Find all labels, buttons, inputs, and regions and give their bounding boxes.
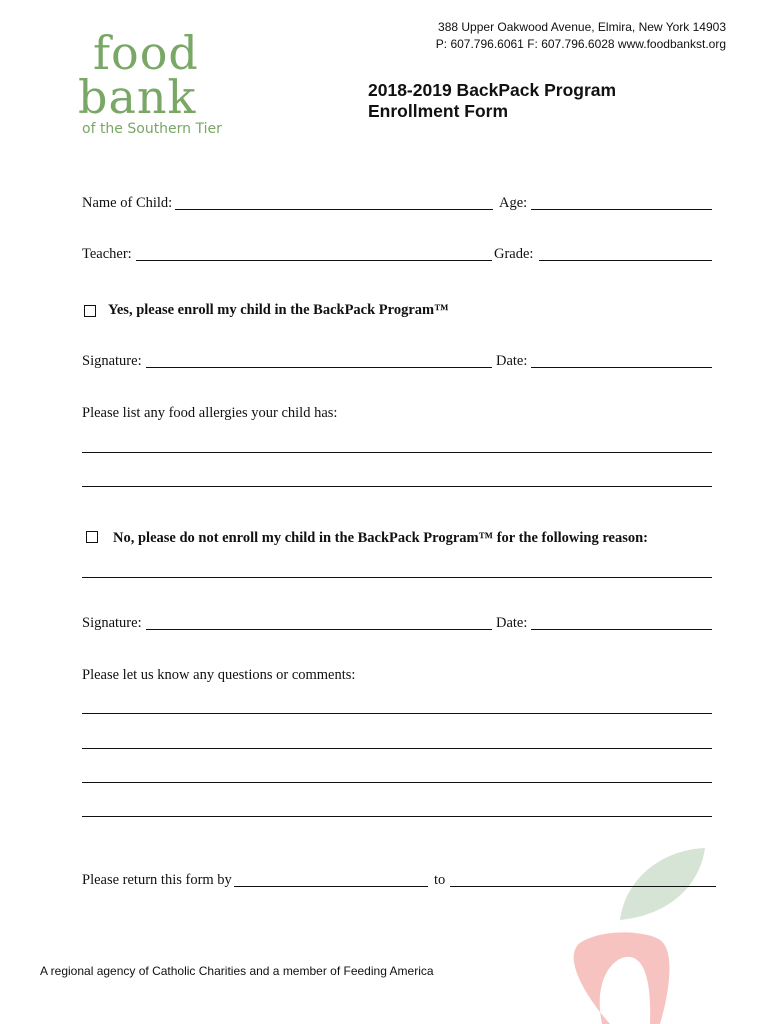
comments-line-3[interactable] [82,782,712,783]
enroll-no-label: No, please do not enroll my child in the BackPack Program™ for the following reason: [113,530,649,546]
signature-date-row-2 [82,615,712,635]
address-line-1: 388 Upper Oakwood Avenue, Elmira, New York 14903 [438,20,726,34]
date-label-2: Date: [496,615,528,631]
return-to-label: to [434,872,446,888]
teacher-grade-row [82,246,712,266]
teacher-field[interactable] [136,260,492,261]
date-field-2[interactable] [531,629,712,630]
logo-word-bank: bank [78,70,197,124]
allergies-line-1[interactable] [82,452,712,453]
date-field[interactable] [531,367,712,368]
signature-field-2[interactable] [146,629,492,630]
no-reason-line[interactable] [82,577,712,578]
signature-field[interactable] [146,367,492,368]
logo-word-food: food [93,26,199,80]
return-to-field[interactable] [450,886,716,887]
enroll-yes-label: Yes, please enroll my child in the BackPack Program™ [108,302,449,318]
comments-row [82,667,712,687]
name-of-child-field[interactable] [175,209,493,210]
name-age-row [82,195,712,215]
return-row [82,872,722,892]
return-date-field[interactable] [234,886,428,887]
signature-date-row [82,353,712,373]
enroll-yes-row [82,302,712,322]
enroll-yes-checkbox[interactable] [84,305,96,317]
comments-line-4[interactable] [82,816,712,817]
comments-line-1[interactable] [82,713,712,714]
comments-line-2[interactable] [82,748,712,749]
allergies-row [82,405,712,425]
age-label: Age: [499,195,528,211]
enroll-no-checkbox[interactable] [86,531,98,543]
footer-note: A regional agency of Catholic Charities and a member of Feeding America [40,964,434,978]
return-by-label: Please return this form by [82,872,232,888]
food-bank-logo [78,26,222,140]
allergies-line-2[interactable] [82,486,712,487]
contact-address [436,19,726,53]
form-title [368,80,616,122]
allergies-label: Please list any food allergies your child has: [82,405,338,421]
date-label: Date: [496,353,528,369]
grade-field[interactable] [539,260,712,261]
name-of-child-label: Name of Child: [82,195,173,211]
form-title-line-1: 2018-2019 BackPack Program [368,80,617,100]
age-field[interactable] [531,209,712,210]
enroll-no-row [82,530,712,550]
apple-shape [574,932,670,1024]
form-title-line-2: Enrollment Form [368,101,509,121]
address-line-2: P: 607.796.6061 F: 607.796.6028 www.foodbankst.org [435,37,726,51]
teacher-label: Teacher: [82,246,132,262]
apple-watermark [540,840,770,1024]
signature-label-2: Signature: [82,615,142,631]
comments-label: Please let us know any questions or comments: [82,667,356,683]
signature-label: Signature: [82,353,142,369]
grade-label: Grade: [494,246,534,262]
logo-tagline: of the Southern Tier [82,121,222,137]
